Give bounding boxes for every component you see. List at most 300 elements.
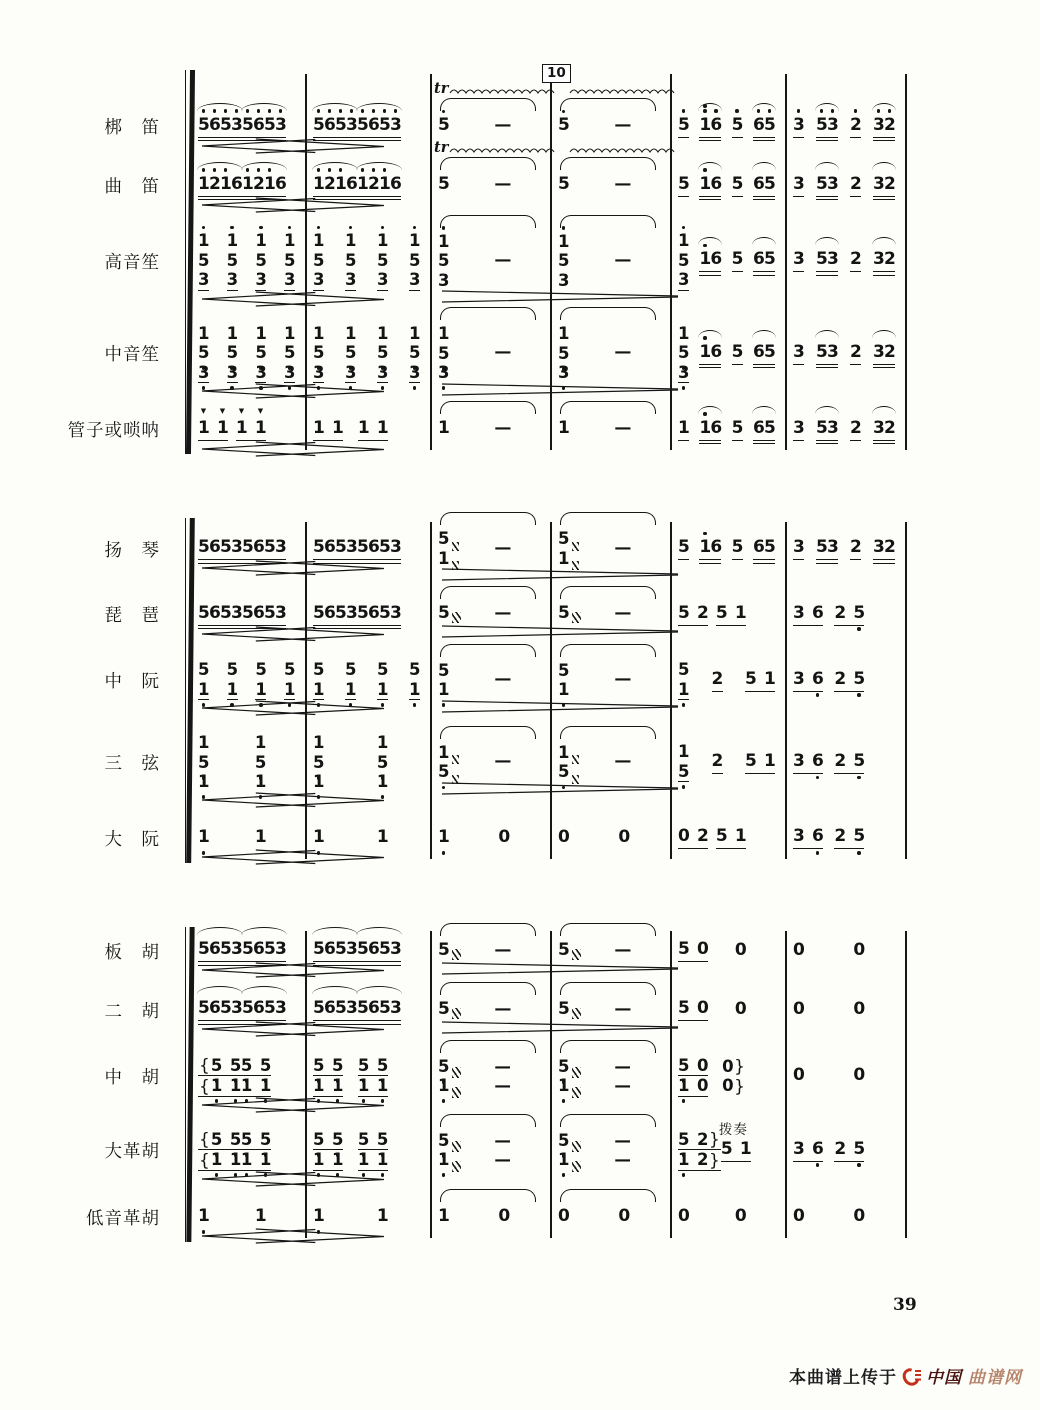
note: 0 xyxy=(793,998,805,1019)
note-run xyxy=(873,538,895,560)
note: — xyxy=(494,939,512,960)
note: 5 xyxy=(731,249,744,270)
note-group xyxy=(242,999,286,1021)
note: 6 xyxy=(812,827,823,846)
note-run xyxy=(853,1000,864,1021)
measure-content xyxy=(198,1207,295,1228)
note-group xyxy=(438,325,449,383)
chord-row xyxy=(255,661,266,680)
slur-arc xyxy=(698,330,722,338)
octave-dot-below xyxy=(442,786,446,790)
system xyxy=(0,512,910,867)
barline xyxy=(785,931,787,1238)
measure-strip xyxy=(190,232,905,291)
measure-strip xyxy=(190,65,905,138)
note-run xyxy=(614,751,632,773)
chord-stack xyxy=(377,734,388,792)
chord-stack xyxy=(678,743,689,782)
note: 5 xyxy=(335,939,347,959)
note: 5 xyxy=(377,344,388,362)
chord-row xyxy=(614,1132,629,1151)
note-group xyxy=(678,232,689,291)
note-group xyxy=(732,175,743,197)
note-group xyxy=(313,232,324,291)
note-group xyxy=(853,1000,864,1021)
measure-content xyxy=(558,419,660,440)
measure-content xyxy=(438,604,540,625)
measure-content xyxy=(313,1207,420,1228)
note-run xyxy=(745,670,775,692)
chord-row xyxy=(678,325,689,344)
measure xyxy=(785,940,905,962)
note-group xyxy=(409,232,420,291)
note-run xyxy=(721,1140,751,1162)
note-group xyxy=(735,1000,746,1021)
note-group xyxy=(699,250,721,272)
note: 2 xyxy=(834,826,847,846)
note: 3 xyxy=(275,116,286,135)
note: 1 xyxy=(313,773,324,791)
slur-arc xyxy=(815,162,839,170)
note: 1 xyxy=(409,681,420,699)
measure-content xyxy=(313,175,433,197)
measure xyxy=(670,1121,785,1171)
note-group xyxy=(498,828,509,849)
note: 5 xyxy=(678,660,690,679)
note-run xyxy=(816,116,838,138)
measure xyxy=(190,661,305,700)
note-run xyxy=(558,828,569,849)
note: 1 xyxy=(313,681,324,699)
note: 1 xyxy=(198,773,209,791)
measure-content xyxy=(678,661,775,700)
measure xyxy=(305,419,430,441)
octave-dot-below xyxy=(336,1099,340,1103)
note-group xyxy=(678,538,689,560)
note-group xyxy=(618,1207,629,1228)
chord-stack xyxy=(313,1057,343,1097)
note: 6 xyxy=(710,341,723,362)
slur-arc xyxy=(312,103,358,111)
note-group xyxy=(678,325,689,384)
note-group xyxy=(558,604,581,625)
note-group xyxy=(438,828,449,849)
note: 3 xyxy=(231,116,242,135)
note: 5 xyxy=(558,174,570,194)
note-group xyxy=(618,828,629,849)
measure-content xyxy=(558,662,660,700)
note-group xyxy=(357,175,401,197)
note: 5 xyxy=(377,1131,388,1149)
note: 5 xyxy=(332,1057,343,1075)
measure xyxy=(550,661,670,700)
note: 6 xyxy=(710,116,721,135)
note-run xyxy=(558,1207,569,1228)
measure xyxy=(430,1131,550,1171)
measure-content xyxy=(198,604,315,626)
note-run xyxy=(735,1000,746,1021)
measure xyxy=(785,232,905,291)
note-run xyxy=(793,250,804,272)
chord-stack xyxy=(377,232,388,291)
note-run xyxy=(614,174,632,196)
note: 5 xyxy=(678,1057,689,1075)
chord-row xyxy=(227,344,238,363)
note-group xyxy=(198,940,242,962)
note: 5 xyxy=(377,250,389,270)
octave-dot-below xyxy=(562,1099,566,1103)
chord-stack xyxy=(284,661,295,700)
octave-dot-below xyxy=(230,386,234,390)
note: 6 xyxy=(368,602,380,623)
note: 3 xyxy=(275,939,287,959)
note: 1 xyxy=(438,1077,449,1095)
note: 5 xyxy=(678,602,690,623)
note: 6 xyxy=(324,939,336,959)
note: 5 xyxy=(220,998,232,1018)
note-group xyxy=(345,325,356,384)
tremolo-mark xyxy=(452,1008,461,1019)
note: 3 xyxy=(346,537,358,557)
system-start-barline-thin xyxy=(185,927,186,1242)
octave-dot-below xyxy=(857,776,861,780)
note: 1 xyxy=(438,548,450,568)
chord-stack xyxy=(678,1131,721,1171)
note-run xyxy=(873,116,895,138)
note-group xyxy=(793,250,804,272)
note-run xyxy=(358,419,388,441)
measure-content xyxy=(313,604,433,626)
note: 1 xyxy=(438,1151,449,1169)
note: 1 xyxy=(558,742,570,762)
note-run xyxy=(494,669,512,691)
note-group xyxy=(735,1207,746,1228)
chord-stack xyxy=(438,530,459,568)
chord-row xyxy=(313,1131,343,1151)
note: 1 xyxy=(260,1151,271,1169)
measure-content xyxy=(313,734,420,792)
note-group xyxy=(732,419,743,441)
note: 3 xyxy=(198,364,209,382)
chord-stack xyxy=(558,530,579,568)
note: 5 xyxy=(255,660,267,679)
note: 1 xyxy=(284,681,295,699)
slur-arc xyxy=(815,237,839,245)
measure xyxy=(430,604,550,626)
note-run xyxy=(873,343,895,365)
chord-stack xyxy=(313,325,324,384)
chord-row xyxy=(438,364,449,383)
note: 2 xyxy=(850,537,862,557)
note-group xyxy=(313,116,357,138)
measure xyxy=(785,116,905,138)
note: 5 xyxy=(816,249,828,270)
note: 1 xyxy=(699,175,710,194)
note-group xyxy=(732,250,743,272)
note: 1 xyxy=(699,250,710,269)
note-run xyxy=(793,1207,804,1228)
note: 1 xyxy=(211,1077,222,1095)
chord-row xyxy=(313,1057,343,1077)
note: 5 xyxy=(853,670,864,689)
measure-content xyxy=(793,538,895,560)
note: 5 xyxy=(379,602,391,623)
measure xyxy=(305,827,430,849)
chord-row xyxy=(438,345,449,364)
note-group xyxy=(678,999,708,1021)
note-run xyxy=(558,175,569,196)
note-run xyxy=(712,670,723,692)
note-group xyxy=(377,1207,388,1228)
octave-dot-below xyxy=(230,703,234,707)
note-group xyxy=(198,175,242,197)
note-group xyxy=(377,734,388,792)
instrument-row xyxy=(0,716,910,808)
note-group xyxy=(712,752,723,774)
note: 1 ▼ xyxy=(217,406,229,438)
octave-dot-above xyxy=(202,226,206,230)
measure xyxy=(305,604,430,626)
octave-dot-above xyxy=(682,109,686,113)
note-group xyxy=(357,116,401,138)
measure-content xyxy=(434,139,540,196)
chord-row xyxy=(678,763,689,783)
chord-row xyxy=(558,763,579,782)
note-run xyxy=(618,828,629,849)
note-group xyxy=(793,752,823,774)
note-group xyxy=(198,1207,209,1228)
chord-row xyxy=(494,1151,509,1170)
note: 5 xyxy=(853,604,864,623)
note: 5 xyxy=(853,1140,864,1159)
measure xyxy=(550,419,670,441)
note-group xyxy=(198,661,209,700)
chord-row xyxy=(558,272,569,291)
note-run xyxy=(793,1066,804,1087)
note: 5 xyxy=(438,116,449,135)
note: 1 xyxy=(376,417,389,438)
note-group xyxy=(614,115,632,137)
note: 5 xyxy=(198,344,209,362)
measure xyxy=(190,232,305,291)
note: 3 xyxy=(390,116,401,135)
note-run xyxy=(494,751,512,773)
note-group xyxy=(494,939,512,962)
note-group xyxy=(438,1207,449,1228)
slur-arc xyxy=(872,103,896,111)
note-run xyxy=(357,604,401,626)
octave-dot-below xyxy=(381,1173,385,1177)
measure xyxy=(550,530,670,568)
measure-content xyxy=(198,828,295,849)
note-group xyxy=(850,250,861,272)
octave-dot-above xyxy=(682,226,686,230)
note: 3 xyxy=(827,417,839,438)
note: 6 xyxy=(324,116,335,135)
note: 1 xyxy=(376,1205,389,1226)
note-run xyxy=(753,175,775,197)
note: 3 xyxy=(873,537,885,557)
measure xyxy=(305,999,430,1021)
measure xyxy=(305,1207,430,1228)
phrase-slur-arc xyxy=(560,726,656,739)
note: 2 xyxy=(850,341,862,362)
measure-content xyxy=(558,325,660,383)
measure xyxy=(430,734,550,792)
measure xyxy=(670,999,785,1021)
measure-content xyxy=(793,670,895,692)
instrument-label: 低音革胡 xyxy=(86,1208,160,1229)
note-run xyxy=(357,175,401,197)
note-group xyxy=(227,325,238,384)
note-group xyxy=(614,1058,629,1096)
chord-row xyxy=(678,1077,708,1097)
note: 5 xyxy=(763,249,776,270)
note: 5 xyxy=(313,939,325,959)
note: 5 xyxy=(558,529,570,548)
note: 5 xyxy=(379,998,391,1018)
note: 3 xyxy=(793,668,805,689)
octave-dot-below xyxy=(857,627,861,631)
note: 1 xyxy=(764,750,776,771)
note-group xyxy=(793,1066,804,1087)
note-group xyxy=(438,1000,461,1021)
octave-dot-below xyxy=(857,851,861,855)
note-run xyxy=(678,538,689,560)
chord-stack xyxy=(198,734,209,792)
note-group xyxy=(558,175,569,196)
measure xyxy=(305,325,430,384)
slur-arc xyxy=(752,237,776,245)
note: 6 xyxy=(324,602,336,623)
note: — xyxy=(614,1056,631,1076)
phrase-slur-arc xyxy=(440,215,536,228)
note-group xyxy=(793,941,804,962)
chord-stack xyxy=(678,661,689,700)
watermark-site-name-light: 曲谱网 xyxy=(968,1368,1022,1388)
tremolo-mark xyxy=(572,1087,581,1098)
note-group xyxy=(345,661,356,700)
note-run xyxy=(242,538,286,560)
octave-dot-below xyxy=(317,703,321,707)
measure xyxy=(550,827,670,849)
note-run xyxy=(834,1140,864,1162)
chord-row xyxy=(255,232,266,251)
chord-row xyxy=(198,681,209,701)
chord-row xyxy=(284,661,295,680)
measure-content xyxy=(793,250,895,272)
note-run xyxy=(438,116,449,137)
note: 3 xyxy=(227,364,238,382)
note-group xyxy=(873,538,895,560)
note: 5 xyxy=(731,173,744,194)
note: 0 xyxy=(498,826,511,847)
note-run xyxy=(614,537,632,560)
note: 5 xyxy=(816,173,828,194)
note-run xyxy=(558,419,569,440)
note: 6 xyxy=(209,116,220,135)
note-run xyxy=(198,1207,209,1228)
measure xyxy=(305,1131,430,1171)
note-group xyxy=(242,604,286,626)
note-group xyxy=(313,419,343,441)
note-group xyxy=(699,343,721,365)
chord-row xyxy=(255,681,266,701)
note: 5 xyxy=(409,344,420,362)
octave-dot-below xyxy=(202,795,206,799)
measure xyxy=(785,419,905,441)
chord-stack xyxy=(722,1058,746,1096)
note: 2 xyxy=(884,417,896,438)
measure xyxy=(430,325,550,384)
instrument-row xyxy=(0,307,910,400)
measure-content xyxy=(198,232,295,291)
barline xyxy=(670,74,672,450)
chord-row xyxy=(409,252,420,271)
chord-row xyxy=(284,232,295,251)
note: 0 xyxy=(697,939,709,959)
chord-stack xyxy=(255,734,266,792)
chord-stack xyxy=(313,661,324,700)
measure xyxy=(670,530,785,568)
slur-arc xyxy=(356,986,402,994)
note: 0 xyxy=(853,1065,866,1085)
measure xyxy=(190,999,305,1021)
note: 1 xyxy=(377,1151,388,1169)
measure-content xyxy=(678,175,775,197)
note: 5 xyxy=(220,537,232,557)
note-group xyxy=(745,752,775,774)
instrument-label: 板 胡 xyxy=(104,942,160,963)
note: 0 xyxy=(734,939,747,960)
note-group xyxy=(198,406,229,441)
phrase-slur-arc xyxy=(440,157,536,170)
note: 3 xyxy=(390,602,402,623)
note: 5 xyxy=(335,998,347,1018)
note-group xyxy=(198,538,242,560)
measure-strip xyxy=(190,940,905,962)
note: 5 xyxy=(242,116,253,135)
phrase-slur-arc xyxy=(440,512,536,525)
measure-content xyxy=(198,175,315,197)
measure xyxy=(550,999,670,1021)
note: 5 xyxy=(211,1131,222,1149)
octave-dot-below xyxy=(816,693,820,697)
note-group xyxy=(712,670,723,692)
double-stop-brace: } xyxy=(734,1076,745,1097)
note: 6 xyxy=(710,537,723,557)
barline xyxy=(305,931,307,1238)
note: 3 xyxy=(390,939,402,959)
note: 1 xyxy=(438,742,450,762)
note: — xyxy=(614,751,632,772)
note: 2 xyxy=(850,173,862,194)
note-group xyxy=(313,940,357,962)
note: 5 xyxy=(558,763,569,781)
note-group xyxy=(753,538,775,560)
note-group xyxy=(850,538,861,560)
note: 5 xyxy=(313,116,324,135)
measure xyxy=(430,940,550,962)
chord-row xyxy=(255,325,266,344)
octave-dot-below xyxy=(682,785,686,789)
note: 1 xyxy=(734,826,747,846)
note-group xyxy=(853,941,864,962)
chord-row xyxy=(377,773,388,792)
measure-content xyxy=(678,999,775,1021)
measure xyxy=(785,604,905,626)
measure xyxy=(305,175,430,197)
